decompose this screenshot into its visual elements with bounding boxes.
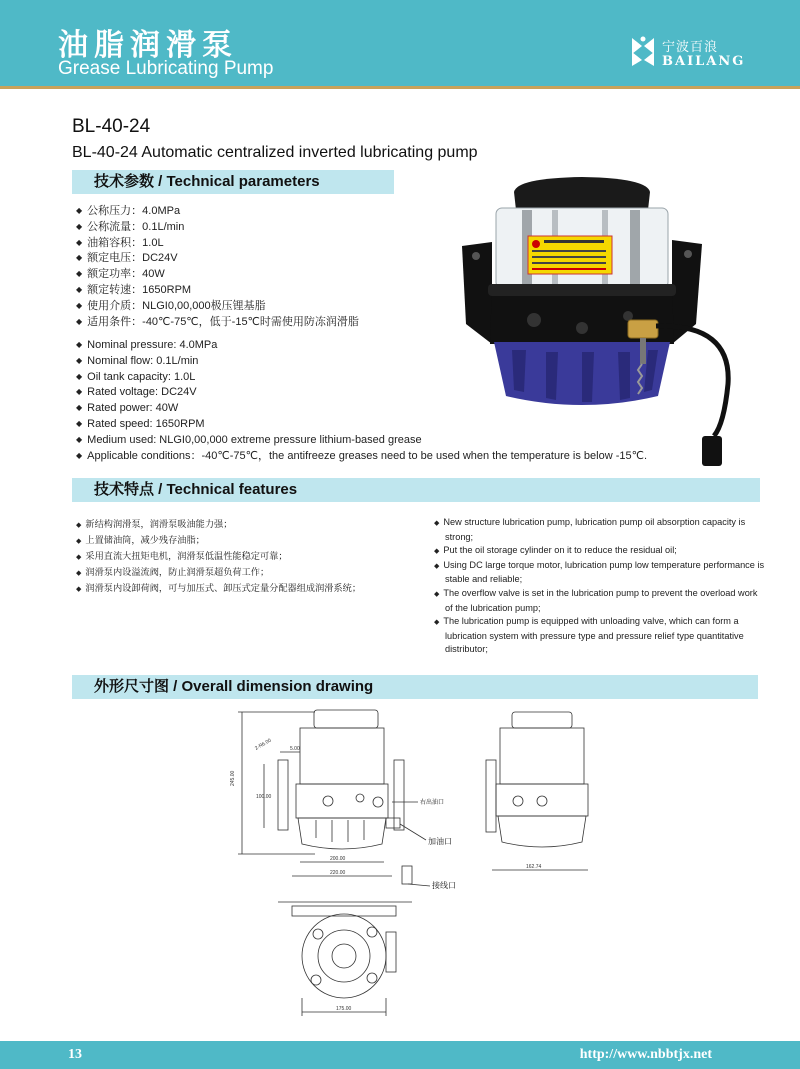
param-item: ◆ Nominal pressure: 4.0MPa (76, 338, 647, 354)
label-outlet: 右出油口 (420, 800, 445, 806)
dim-bottom-label: 175.00 (336, 1006, 352, 1012)
dim-base-220-label: 220.00 (330, 870, 346, 876)
feature-item: ◆ Put the oil storage cylinder on it to reduce the residual oil; (434, 545, 677, 556)
param-item: ◆ Rated voltage: DC24V (76, 385, 647, 401)
dim-small-label: 5.00 (290, 746, 300, 752)
features-list-en (434, 516, 766, 657)
header-divider (0, 86, 800, 89)
param-item: ◆ 公称压力：4.0MPa (76, 204, 359, 220)
dim-base-200-label: 200.00 (330, 856, 346, 862)
label-wire-port: 接线口 (432, 881, 456, 890)
param-item: ◆ Medium used: NLGI0,00,000 extreme pressure lithium-based grease (76, 433, 647, 449)
param-item: ◆ 额定转速：1650RPM (76, 283, 359, 299)
page-footer (0, 1041, 800, 1069)
param-item: ◆ Nominal flow: 0.1L/min (76, 354, 647, 370)
param-item: ◆ 使用介质：NLGI0,00,000极压锂基脂 (76, 299, 359, 315)
feature-item: ◆ The overflow valve is set in the lubrication pump to prevent the overload work of the lubrication pump; (434, 587, 758, 613)
param-item: ◆ 适用条件：-40℃-75℃，低于-15℃时需使用防冻润滑脂 (76, 315, 359, 331)
param-item: ◆ 公称流量：0.1L/min (76, 220, 359, 236)
dim-mount-label: 100.00 (256, 794, 272, 800)
product-model: BL-40-24 (72, 116, 151, 137)
param-item: ◆ 额定电压：DC24V (76, 251, 359, 267)
header-title-en: Grease Lubricating Pump (58, 58, 274, 79)
features-list-zh (76, 516, 426, 596)
footer-url: http://www.nbbtjx.net (579, 1047, 712, 1062)
param-item: ◆ Oil tank capacity: 1.0L (76, 370, 647, 386)
feature-item: ◆ 润滑泵内设溢流阀，防止润滑泵超负荷工作； (76, 567, 270, 577)
page-number: 13 (68, 1047, 82, 1062)
brand-logo (628, 30, 748, 74)
section-title-features: 技术特点 / Technical features (72, 478, 760, 502)
dim-slot-label: 2-R6.00 (254, 737, 273, 752)
bailang-logo-icon (628, 34, 658, 68)
feature-item: ◆ New structure lubrication pump, lubrication pump oil absorption capacity is strong; (434, 517, 746, 542)
section-title-drawing: 外形尺寸图 / Overall dimension drawing (72, 675, 758, 699)
dimension-drawing-front (220, 706, 600, 1026)
page-header (0, 0, 800, 86)
feature-item: ◆ The lubrication pump is equipped with unloading valve, which can form a lubrication system with pressure type and pressure relief type quantitative distributor; (434, 616, 744, 655)
dim-height-label: 245.00 (230, 770, 236, 786)
pump-product-photo (452, 174, 752, 474)
product-subtitle: BL-40-24 Automatic centralized inverted lubricating pump (72, 144, 478, 161)
section-title-parameters: 技术参数 / Technical parameters (72, 170, 394, 194)
feature-item: ◆ Using DC large torque motor, lubrication pump low temperature performance is stable and reliable; (434, 559, 765, 585)
feature-item: ◆ 上置储油筒，减少残存油脂； (76, 535, 205, 545)
dim-side-width-label: 162.74 (526, 864, 542, 870)
param-item: ◆ Rated speed: 1650RPM (76, 417, 647, 433)
logo-name-en: BAILANG (662, 54, 746, 69)
logo-name-zh: 宁波百浪 (662, 40, 719, 55)
feature-item: ◆ 采用直流大扭矩电机，润滑泵低温性能稳定可靠； (76, 551, 288, 561)
param-item: ◆ 油箱容积：1.0L (76, 236, 359, 252)
param-item: ◆ Rated power: 40W (76, 401, 647, 417)
label-fill-port: 加油口 (428, 837, 452, 846)
feature-item: ◆ 润滑泵内设卸荷阀，可与加压式、卸压式定量分配器组成润滑系统； (76, 583, 362, 593)
param-item: ◆ 额定功率：40W (76, 267, 359, 283)
header-title-zh: 油脂润滑泵 (58, 28, 238, 63)
parameters-list-zh (76, 204, 359, 330)
param-item: ◆ Applicable conditions：-40℃-75℃，the antifreeze greases need to be used when the temperature is below -15℃. (76, 449, 647, 465)
feature-item: ◆ 新结构润滑泵，润滑泵吸油能力强； (76, 519, 233, 529)
